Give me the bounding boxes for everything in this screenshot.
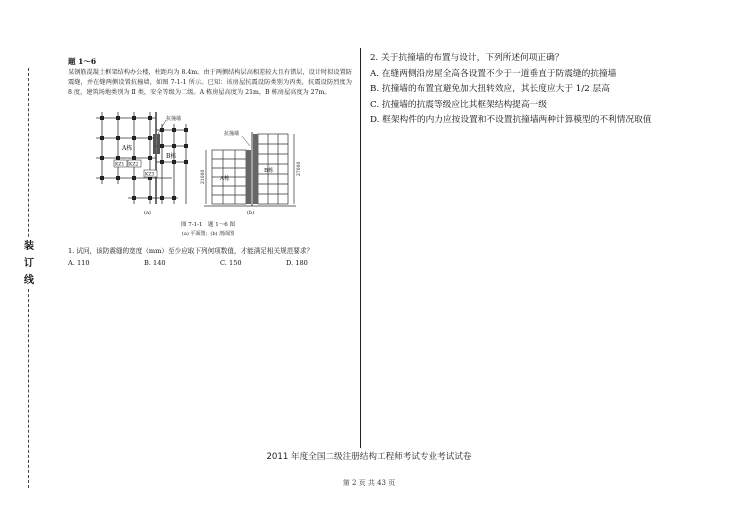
figure-title: 图 7-1-1 题 1～6 图 [181, 222, 235, 228]
option-a: A. 110 [68, 259, 90, 267]
figure-subcaption: (a) 平面图；(b) 剖面图 [181, 231, 235, 237]
anti-collision-wall [157, 134, 160, 154]
column-kz3: KZ3 [145, 172, 155, 178]
plan-label-a: A栋 [122, 145, 133, 152]
section-dimension-a: 21000 [201, 169, 206, 184]
section-wall-a [246, 150, 251, 204]
section-label-a: A栋 [220, 176, 230, 182]
section-wall-b [253, 134, 258, 204]
option-d: D. 框架构件的内力应按设置和不设置抗撞墙两种计算模型的不利情况取值 [370, 115, 652, 126]
column-kz1: KZ1 [115, 162, 125, 168]
plan-caption: (a) [144, 210, 151, 216]
question-1: 1. 试问，该防震缝的宽度（mm）至少应取下列何项数值，才能满足相关规范要求？ [68, 247, 314, 255]
section-label-b: B栋 [264, 168, 274, 174]
binding-char: 订 [24, 258, 34, 269]
question-stem: 某钢筋混凝土框架结构办公楼，柱距均为 8.4m。由于两侧结构层高相差较大且有错层，设计时拟设置防震缝，并在缝两侧设置抗撞墙，如图 7-1-1 所示。已知：该房屋抗震设防类别为丙类，抗震设防烈度为 8 度，建筑场地类别为 Ⅱ 类，安全等级为二级。A 栋房屋高度为 21m，B 栋房屋高度为 27m。 [68, 69, 352, 96]
binding-label [22, 238, 36, 289]
question-group-title: 题 1～6 [68, 57, 97, 66]
page-number: 第 2 页 共 43 页 [342, 479, 396, 487]
section-dimension-b: 27000 [297, 161, 302, 176]
column-divider [360, 48, 361, 448]
exam-title: 2011 年度全国二级注册结构工程师考试专业考试试卷 [266, 452, 472, 462]
plan-label-b: B栋 [166, 153, 177, 160]
section-caption: (b) [247, 210, 255, 216]
section-wall-label: 抗撞墙 [224, 131, 240, 137]
anti-collision-wall [153, 134, 156, 154]
structure-drawing [92, 110, 324, 242]
question-2-block [370, 51, 720, 129]
option-c: C. 抗撞墙的抗震等级应比其框架结构提高一级 [370, 99, 547, 110]
plan-wall-label: 抗撞墙 [166, 116, 182, 122]
option-a: A. 在缝两侧沿房屋全高各设置不少于一道垂直于防震缝的抗撞墙 [370, 68, 617, 79]
question-2: 2. 关于抗撞墙的布置与设计，下列所述何项正确？ [370, 53, 564, 63]
option-c: C. 150 [220, 259, 242, 267]
option-d: D. 180 [286, 259, 308, 267]
binding-char: 线 [24, 275, 34, 286]
option-b: B. 抗撞墙的布置宜避免加大扭转效应，其长度应大于 1/2 层高 [370, 84, 610, 95]
figure-7-1-1 [92, 110, 324, 242]
option-b: B. 140 [144, 259, 166, 267]
column-kz2: KZ2 [129, 162, 139, 168]
binding-char: 装 [24, 241, 34, 252]
